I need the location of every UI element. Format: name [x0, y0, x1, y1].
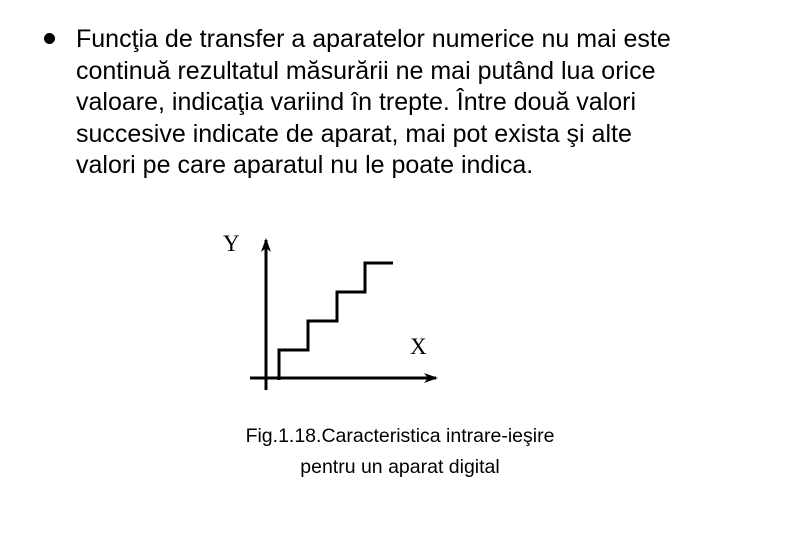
- staircase-curve: [279, 263, 393, 380]
- bullet-line: Funcţia de transfer a aparatelor numerice nu mai este: [76, 25, 671, 53]
- x-axis-label: X: [410, 334, 427, 359]
- figure-caption-line2: pentru un aparat digital: [300, 456, 500, 478]
- bullet-line: continuă rezultatul măsurării ne mai putând lua orice: [76, 56, 656, 85]
- bullet-line: succesive indicate de aparat, mai pot exista şi alte: [76, 119, 632, 148]
- bullet-line: valoare, indicaţia variind în trepte. Între două valori: [76, 88, 637, 116]
- y-axis-label: Y: [223, 231, 240, 256]
- bullet-line: valori pe care aparatul nu le poate indica.: [76, 151, 534, 179]
- figure-caption-line1: Fig.1.18.Caracteristica intrare-ieşire: [245, 425, 555, 447]
